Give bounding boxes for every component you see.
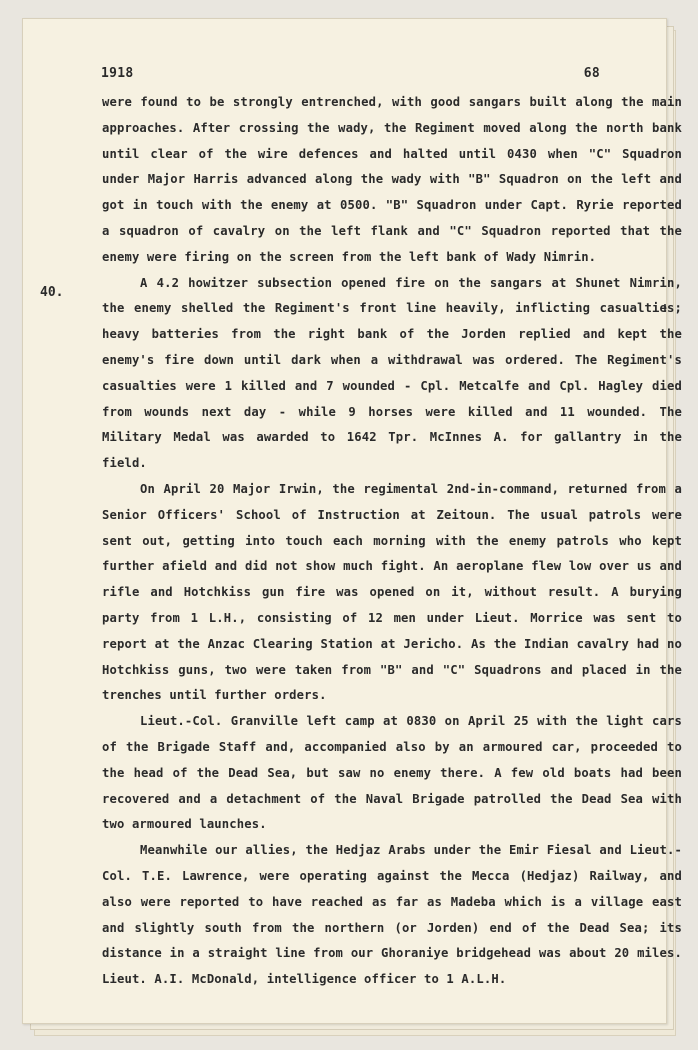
typed-page: [22, 18, 682, 1024]
header-page-number: 68: [583, 66, 600, 81]
paragraph: Meanwhile our allies, the Hedjaz Arabs under the Emir Fiesal and Lieut.-Col. T.E. Lawrence, were operating against the Mecca (Hedjaz) Railway, and also were reported to have reached as far as Madeba which is a village east and slightly south from the northern (or Jorden) end of the Dead Sea; its distance in a straight line from our Ghoraniye bridgehead was about 20 miles. Lieut. A.I. McDonald, intelligence officer to 1 A.L.H.: [102, 843, 682, 987]
paragraph-40: A 4.2 howitzer subsection opened fire on the sangars at Shunet Nimrin, the enemy shelled the Regiment's front line heavily, inflicting casualties; heavy batteries from the right bank of the Jorden replied and kept the enemy's fire down until dark when a withdrawal was ordered. The Regiment's casualties were 1 killed and 7 wounded - Cpl. Metcalfe and Cpl. Hagley died from wounds next day - while 9 horses were killed and 11 wounded. The Military Medal was awarded to 1642 Tpr. McInnes A. for gallantry in the field.: [102, 275, 682, 471]
paragraph-number-marker: 40.: [40, 285, 64, 300]
body-text: [102, 90, 682, 993]
paragraph: On April 20 Major Irwin, the regimental 2nd-in-command, returned from a Senior Officers' School of Instruction at Zeitoun. The usual patrols were sent out, getting into touch each morning with the enemy patrols who kept further afield and did not show much fight. An aeroplane flew low over us and rifle and Hotchkiss gun fire was opened on it, without result. A burying party from 1 L.H., consisting of 12 men under Lieut. Morrice was sent to report at the Anzac Clearing Station at Jericho. As the Indian cavalry had no Hotchkiss guns, two were taken from "B" and "C" Squadrons and placed in the trenches until further orders.: [102, 481, 682, 703]
paragraph: Lieut.-Col. Granville left camp at 0830 on April 25 with the light cars of the Brigade Staff and, accompanied also by an armoured car, proceeded to the head of the Dead Sea, but saw no enemy there. A few old boats had been recovered and a detachment of the Naval Brigade patrolled the Dead Sea with two armoured launches.: [102, 714, 682, 832]
paragraph-continued: were found to be strongly entrenched, with good sangars built along the main approaches. After crossing the wady, the Regiment moved along the north bank until clear of the wire defences and halted until 0430 when "C" Squadron under Major Harris advanced along the wady with "B" Squadron on the left and got in touch with the enemy at 0500. "B" Squadron under Capt. Ryrie reported a squadron of cavalry on the left flank and "C" Squadron reported that the enemy were firing on the screen from the left bank of Wady Nimrin.: [102, 95, 682, 264]
header-year: 1918: [101, 66, 134, 81]
